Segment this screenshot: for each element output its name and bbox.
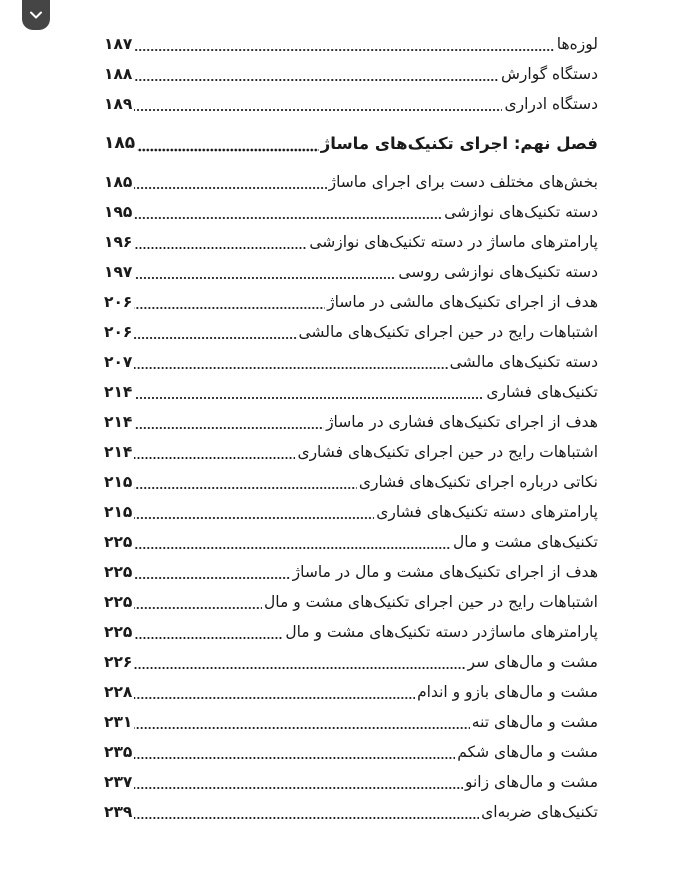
toc-entry-page: ۲۲۵ <box>104 622 133 641</box>
toc-entry[interactable] <box>104 346 598 376</box>
dot-leader <box>134 336 296 340</box>
toc-entry-page: ۲۲۸ <box>104 682 133 701</box>
toc-entry[interactable] <box>104 436 598 466</box>
toc-entry-page: ۲۱۵ <box>104 502 133 521</box>
toc-entry-title: بخش‌های مختلف دست برای اجرای ماساژ <box>328 172 598 191</box>
toc-entry[interactable] <box>104 556 598 586</box>
toc-entry-page: ۲۳۱ <box>104 712 133 731</box>
dot-leader <box>134 366 447 370</box>
toc-entry[interactable] <box>104 676 598 706</box>
toc-entry-title: دسته تکنیک‌های مالشی <box>449 352 598 371</box>
toc-entry[interactable] <box>104 316 598 346</box>
dot-leader <box>134 276 396 280</box>
dot-leader <box>134 78 499 82</box>
chapter-entries <box>104 166 598 826</box>
toc-entry-title: مشت و مال‌های بازو و اندام <box>417 682 598 701</box>
toc-entry-page: ۱۸۷ <box>104 34 133 53</box>
dot-leader <box>134 696 415 700</box>
dot-leader <box>134 216 442 220</box>
toc-entry-page: ۲۰۷ <box>104 352 133 371</box>
toc-entry[interactable] <box>104 646 598 676</box>
toc-entry-page: ۱۹۷ <box>104 262 133 281</box>
dot-leader <box>134 606 262 610</box>
toc-entry[interactable] <box>104 706 598 736</box>
toc-entry-title: لوزه‌ها <box>556 34 598 53</box>
toc-entry[interactable] <box>104 256 598 286</box>
toc-entry-page: ۲۳۷ <box>104 772 133 791</box>
dot-leader <box>134 636 283 640</box>
toc-entry-page: ۲۰۶ <box>104 292 133 311</box>
toc-entry-title: هدف از اجرای تکنیک‌های فشاری در ماساژ <box>326 412 598 431</box>
toc-entry[interactable] <box>104 226 598 256</box>
toc-entry[interactable] <box>104 166 598 196</box>
chapter-name: اجرای تکنیک‌های ماساژ <box>320 133 509 153</box>
toc-entry-title: تکنیک‌های فشاری <box>486 382 598 401</box>
toc-entry-title: مشت و مال‌های زانو <box>464 772 598 791</box>
dot-leader <box>134 246 307 250</box>
toc-entry-title: پارامترهای دسته تکنیک‌های فشاری <box>376 502 598 521</box>
dot-leader <box>134 486 356 490</box>
toc-entry[interactable] <box>104 58 598 88</box>
toc-entry-title: دسته تکنیک‌های نوازشی <box>444 202 598 221</box>
chevron-down-icon <box>30 11 42 19</box>
toc-entry-page: ۲۰۶ <box>104 322 133 341</box>
toc-entry-page: ۲۲۵ <box>104 532 133 551</box>
dot-leader <box>134 546 451 550</box>
chapter-page: ۱۸۵ <box>104 133 136 153</box>
table-of-contents <box>104 28 598 826</box>
dot-leader <box>134 756 455 760</box>
toc-entry-page: ۲۱۵ <box>104 472 133 491</box>
toc-entry-page: ۲۳۵ <box>104 742 133 761</box>
toc-entry-page: ۲۱۴ <box>104 442 133 461</box>
chapter-title <box>320 133 598 153</box>
dot-leader <box>134 456 295 460</box>
toc-entry-title: تکنیک‌های مشت و مال <box>452 532 598 551</box>
toc-entry[interactable] <box>104 526 598 556</box>
toc-entry-title: هدف از اجرای تکنیک‌های مالشی در ماساژ <box>327 292 598 311</box>
toc-entry-title: اشتباهات رایج در حین اجرای تکنیک‌های مالشی <box>298 322 598 341</box>
toc-entry-title: هدف از اجرای تکنیک‌های مشت و مال در ماساژ <box>292 562 598 581</box>
dot-leader <box>134 306 325 310</box>
toc-entry-title: اشتباهات رایج در حین اجرای تکنیک‌های مشت و مال <box>264 592 598 611</box>
dot-leader <box>134 726 469 730</box>
toc-entry-title: دسته تکنیک‌های نوازشی روسی <box>398 262 598 281</box>
toc-entry[interactable] <box>104 466 598 496</box>
dot-leader <box>134 666 465 670</box>
toc-entry[interactable] <box>104 736 598 766</box>
toc-entry-title: دستگاه ادراری <box>504 94 598 113</box>
dot-leader <box>134 426 324 430</box>
toc-entry-title: پارامترهای ماساژ در دسته تکنیک‌های نوازشی <box>309 232 598 251</box>
toc-entry-page: ۲۲۶ <box>104 652 133 671</box>
toc-entry[interactable] <box>104 376 598 406</box>
toc-entry[interactable] <box>104 88 598 118</box>
toc-entry-title: اشتباهات رایج در حین اجرای تکنیک‌های فشاری <box>297 442 598 461</box>
chapter-prefix: فصل نهم: <box>513 133 598 153</box>
toc-entry-page: ۱۸۵ <box>104 172 133 191</box>
toc-entry-page: ۱۸۸ <box>104 64 133 83</box>
toc-entry-page: ۱۹۵ <box>104 202 133 221</box>
toc-entry[interactable] <box>104 586 598 616</box>
dot-leader <box>134 516 374 520</box>
toc-entry[interactable] <box>104 286 598 316</box>
toc-entry[interactable] <box>104 28 598 58</box>
dot-leader <box>134 576 290 580</box>
dot-leader <box>134 108 502 112</box>
toc-entry-page: ۲۱۴ <box>104 412 133 431</box>
toc-entry[interactable] <box>104 196 598 226</box>
toc-entry[interactable] <box>104 496 598 526</box>
toc-entry-page: ۱۸۹ <box>104 94 133 113</box>
toc-entry-title: مشت و مال‌های شکم <box>457 742 598 761</box>
dot-leader <box>134 396 484 400</box>
toc-entry[interactable] <box>104 796 598 826</box>
toc-entry-title: مشت و مال‌های تنه <box>471 712 598 731</box>
dot-leader <box>137 148 319 152</box>
toc-entry[interactable] <box>104 616 598 646</box>
dot-leader <box>134 816 479 820</box>
collapse-toggle-button[interactable] <box>22 0 50 30</box>
toc-entry[interactable] <box>104 406 598 436</box>
toc-entry-title: نکاتی درباره اجرای تکنیک‌های فشاری <box>358 472 598 491</box>
toc-entry-title: پارامترهای ماساژدر دسته تکنیک‌های مشت و مال <box>285 622 598 641</box>
chapter-heading[interactable] <box>104 118 598 160</box>
toc-entry-title: دستگاه گوارش <box>501 64 598 83</box>
toc-entry-page: ۲۲۵ <box>104 562 133 581</box>
toc-entry-page: ۲۲۵ <box>104 592 133 611</box>
toc-entry-title: تکنیک‌های ضربه‌ای <box>481 802 598 821</box>
toc-entry-page: ۲۳۹ <box>104 802 133 821</box>
dot-leader <box>134 786 463 790</box>
dot-leader <box>134 186 326 190</box>
toc-entry-page: ۱۹۶ <box>104 232 133 251</box>
dot-leader <box>134 48 554 52</box>
toc-entry-title: مشت و مال‌های سر <box>467 652 598 671</box>
toc-entry-page: ۲۱۴ <box>104 382 133 401</box>
toc-entry[interactable] <box>104 766 598 796</box>
